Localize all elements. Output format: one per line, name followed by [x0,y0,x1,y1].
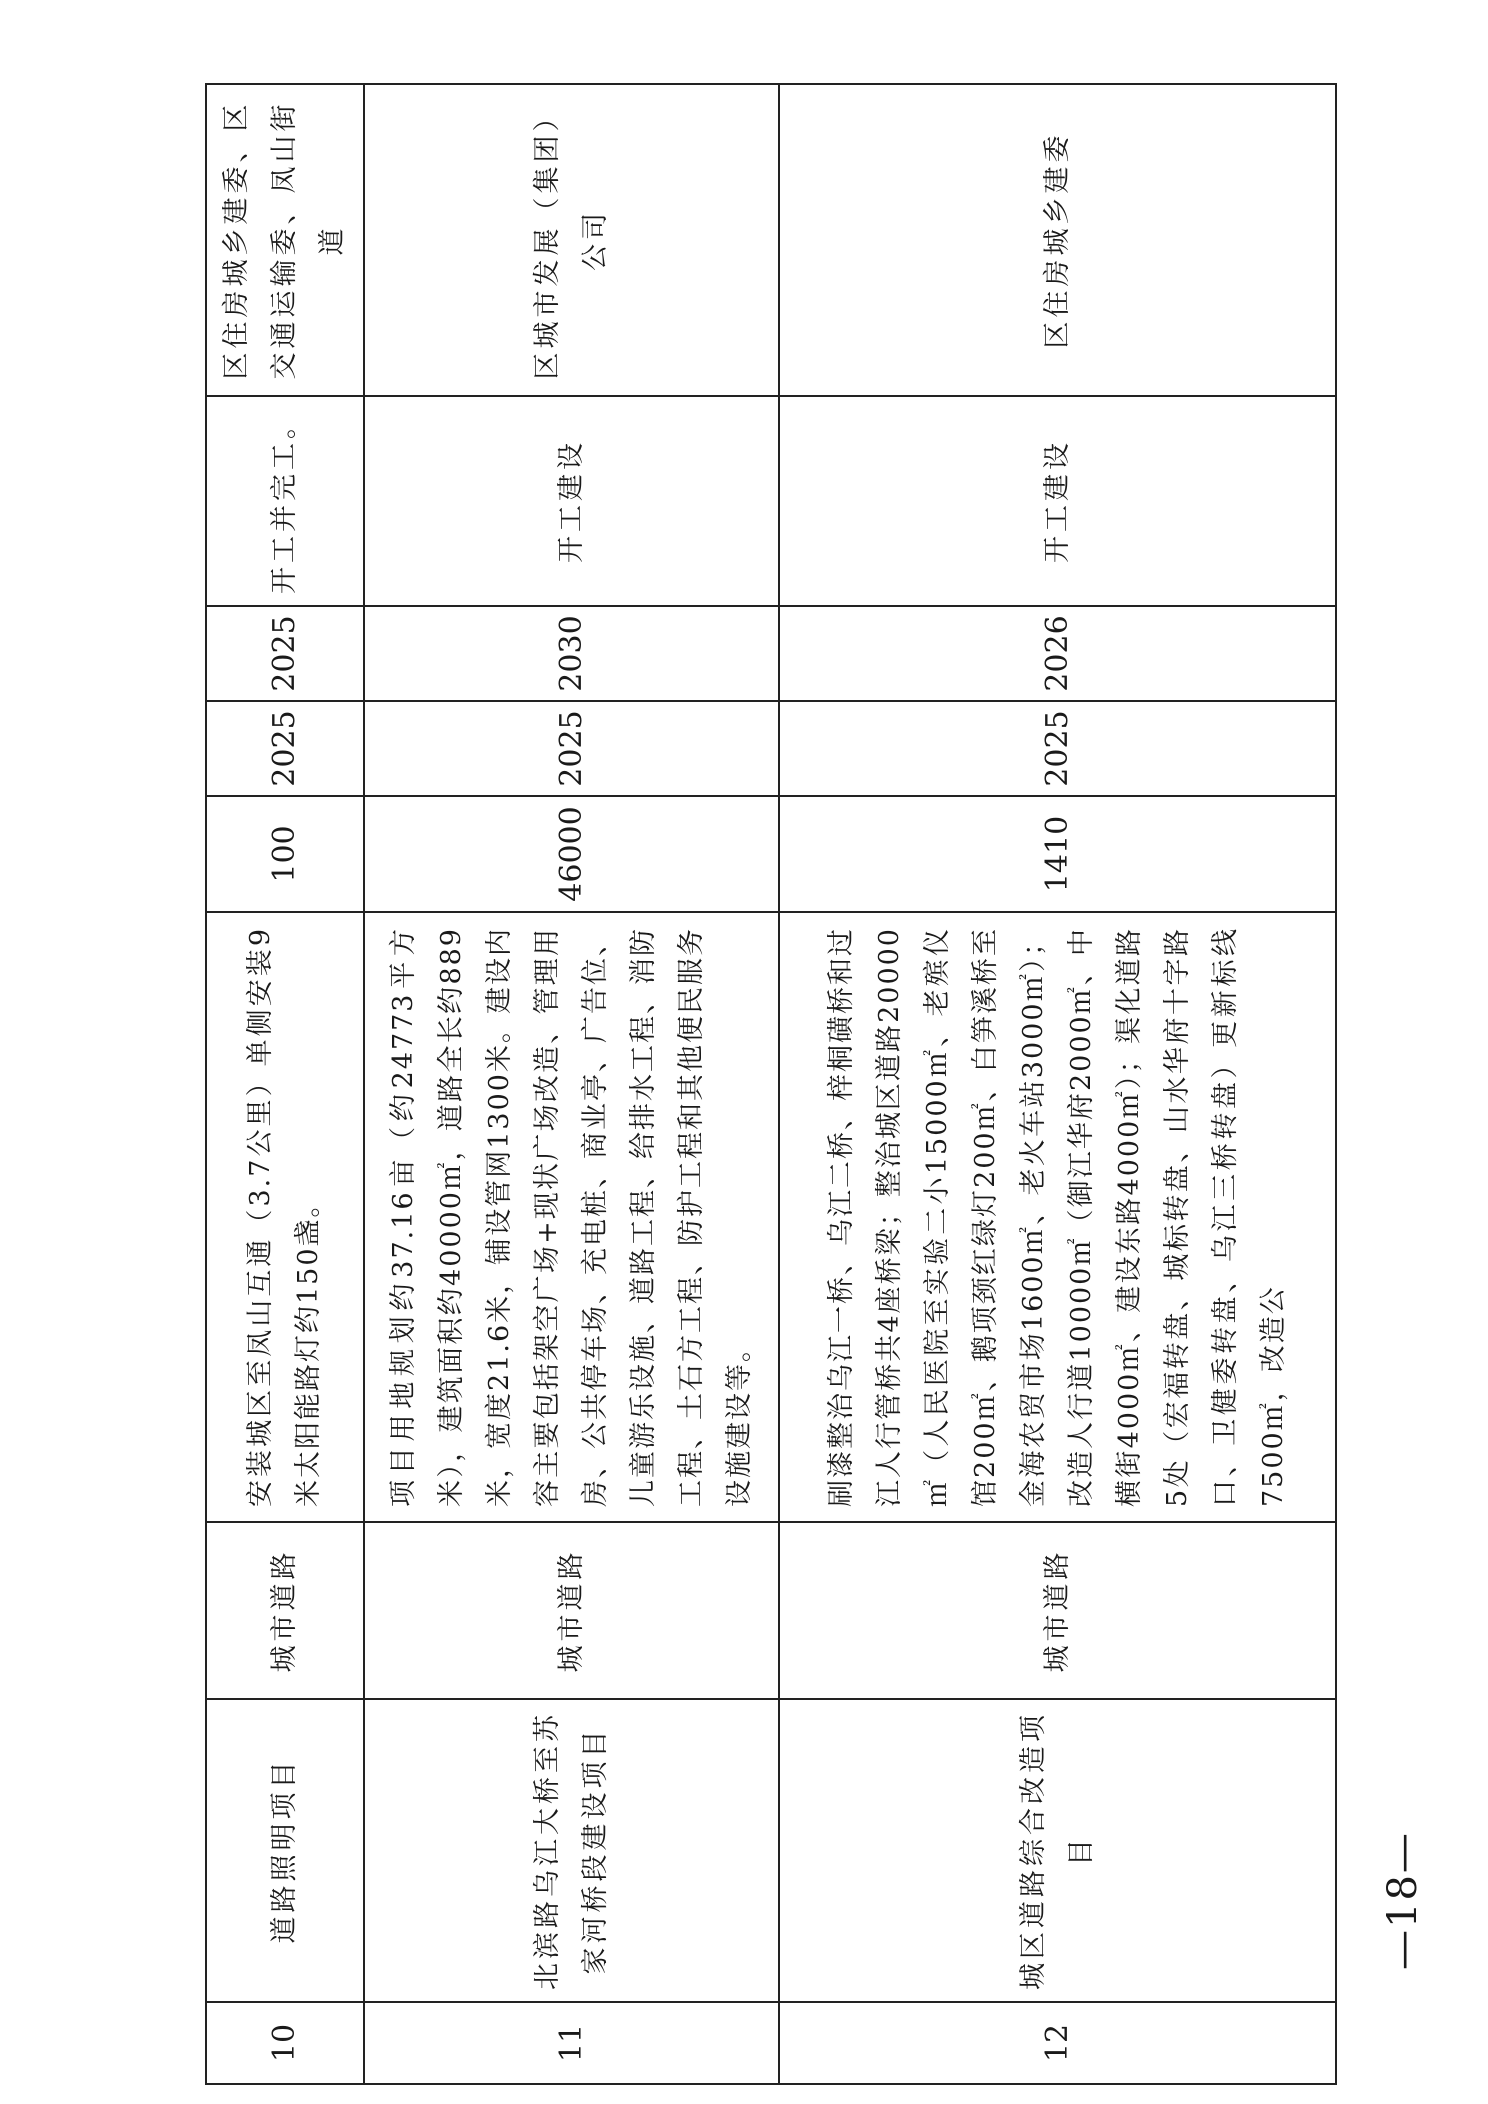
project-name: 北滨路乌江大桥至苏家河桥段建设项目 [364,1699,779,2002]
responsible-unit: 区城市发展（集团）公司 [364,84,779,396]
responsible-unit: 区住房城乡建委、区交通运输委、凤山街道 [206,84,364,396]
project-name: 道路照明项目 [206,1699,364,2002]
investment: 100 [206,796,364,912]
end-year: 2030 [364,606,779,701]
start-year: 2025 [779,701,1336,796]
row-number: 12 [779,2002,1336,2084]
project-content: 刷漆整治乌江一桥、乌江二桥、梓桐磺桥和过江人行管桥共4座桥梁；整治城区道路20000㎡（人民医院至实验二小15000㎡、老殡仪馆200㎡、鹅项颈红绿灯200㎡、白笋溪桥至金海农贸市场1600㎡、老火车站3000㎡）；改造人行道10000㎡（御江华府2000㎡、中横街4000㎡、建设东路4000㎡）；渠化道路5处（宏福转盘、城标转盘、山水华府十字路口、卫健委转盘、乌江三桥转盘）更新标线7500㎡，改造公 [779,912,1336,1522]
investment: 1410 [779,796,1336,912]
project-table [205,83,1337,2085]
table-row [206,84,364,2084]
project-category: 城市道路 [364,1522,779,1699]
annual-progress: 开工建设 [779,396,1336,606]
annual-progress: 开工建设 [364,396,779,606]
project-content: 项目用地规划约37.16亩（约24773平方米），建筑面积约40000㎡，道路全长约889米，宽度21.6米，铺设管网1300米。建设内容主要包括架空广场+现状广场改造、管理用房、公共停车场、充电桩、商业亭、广告位、儿童游乐设施、道路工程、给排水工程、消防工程、土石方工程、防护工程和其他便民服务设施建设等。 [364,912,779,1522]
start-year: 2025 [206,701,364,796]
table-row [779,84,1336,2084]
row-number: 11 [364,2002,779,2084]
project-name: 城区道路综合改造项目 [779,1699,1336,2002]
page-number: —18— [1380,1831,1426,1970]
responsible-unit: 区住房城乡建委 [779,84,1336,396]
project-category: 城市道路 [206,1522,364,1699]
project-content: 安装城区至凤山互通（3.7公里）单侧安装9米太阳能路灯约150盏。 [206,912,364,1522]
start-year: 2025 [364,701,779,796]
table-row [364,84,779,2084]
rotated-table-page [205,85,1335,2085]
end-year: 2026 [779,606,1336,701]
row-number: 10 [206,2002,364,2084]
project-category: 城市道路 [779,1522,1336,1699]
annual-progress: 开工并完工。 [206,396,364,606]
investment: 46000 [364,796,779,912]
end-year: 2025 [206,606,364,701]
